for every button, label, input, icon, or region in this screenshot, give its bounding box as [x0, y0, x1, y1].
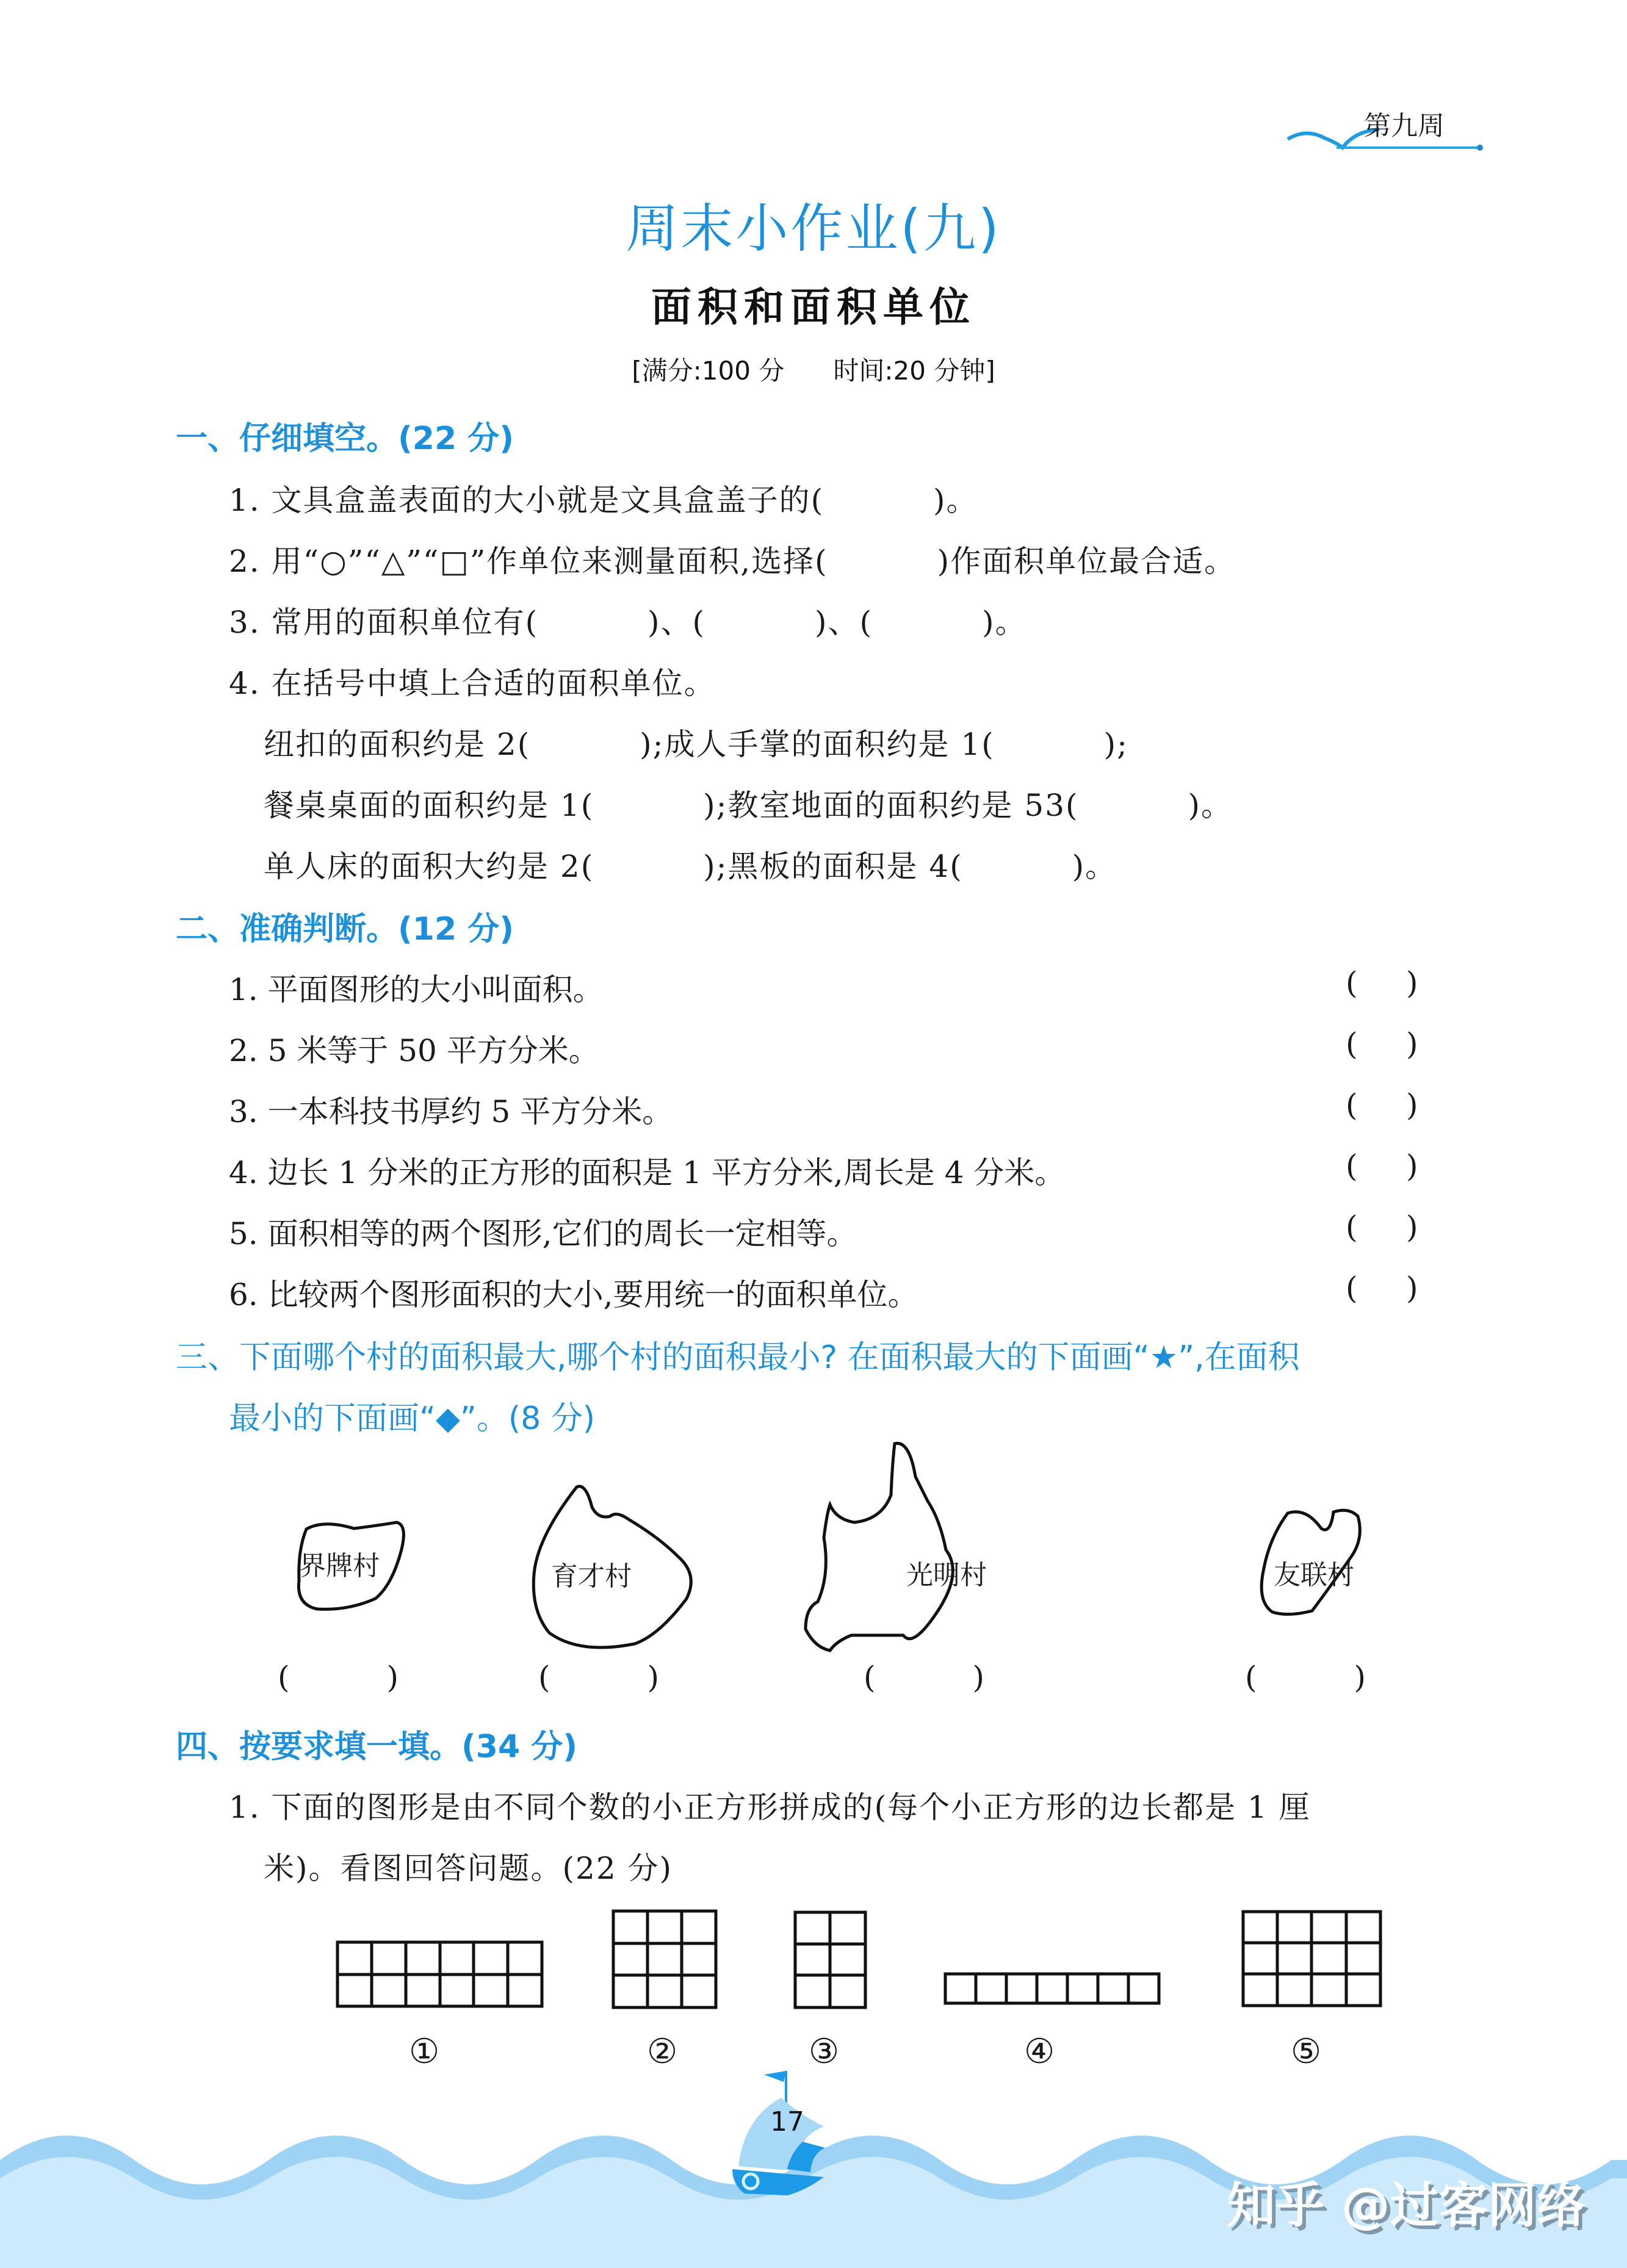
s1-question-4: 4. 在括号中填上合适的面积单位。 — [229, 666, 716, 701]
s1-q4-line-3: 单人床的面积大约是 2( );黑板的面积是 4( )。 — [264, 849, 1117, 884]
s2-answer-blank-1[interactable]: ( ) — [1346, 965, 1418, 1001]
village-label-yucai: 育才村 — [551, 1561, 632, 1592]
s1-question-3: 3. 常用的面积单位有( )、( )、( )。 — [229, 605, 1027, 640]
figure-label-2: ② — [647, 2032, 678, 2072]
s2-item-6: 6. 比较两个图形面积的大小,要用统一的面积单位。 — [229, 1277, 918, 1312]
s2-item-4: 4. 边长 1 分米的正方形的面积是 1 平方分米,周长是 4 分米。 — [229, 1155, 1066, 1190]
village-answer-blank-1[interactable]: ( ) — [278, 1660, 399, 1695]
page-subtitle: 面积和面积单位 — [651, 284, 976, 331]
s1-q4-line-2: 餐桌桌面的面积约是 1( );教室地面的面积约是 53( )。 — [264, 788, 1233, 823]
s2-item-5: 5. 面积相等的两个图形,它们的周长一定相等。 — [229, 1216, 857, 1251]
s1-question-1: 1. 文具盒盖表面的大小就是文具盒盖子的( )。 — [229, 483, 978, 518]
figure-label-4: ④ — [1024, 2032, 1055, 2072]
sailboat-icon — [720, 2068, 854, 2209]
village-answer-blank-4[interactable]: ( ) — [1245, 1660, 1366, 1695]
s2-answer-blank-2[interactable]: ( ) — [1346, 1026, 1418, 1062]
village-label-jiepai: 界牌村 — [299, 1550, 380, 1582]
figure-label-1: ① — [409, 2032, 440, 2072]
section3-heading-line2: 最小的下面画“◆”。(8 分) — [229, 1400, 596, 1437]
s4-question-1-line2: 米)。看图回答问题。(22 分) — [264, 1851, 673, 1886]
s2-item-3: 3. 一本科技书厚约 5 平方分米。 — [229, 1094, 673, 1129]
s2-item-2: 2. 5 米等于 50 平方分米。 — [229, 1033, 599, 1068]
section4-heading: 四、按要求填一填。(34 分) — [176, 1729, 577, 1765]
village-answer-blank-3[interactable]: ( ) — [864, 1660, 984, 1695]
section2-heading: 二、准确判断。(12 分) — [176, 911, 514, 948]
s1-q4-line-1: 纽扣的面积约是 2( );成人手掌的面积约是 1( ); — [264, 727, 1128, 762]
watermark: 知乎 @过客网络 — [1227, 2177, 1586, 2234]
s2-answer-blank-3[interactable]: ( ) — [1346, 1087, 1418, 1123]
s4-question-1-line1: 1. 下面的图形是由不同个数的小正方形拼成的(每个小正方形的边长都是 1 厘 — [229, 1790, 1311, 1825]
s2-item-1: 1. 平面图形的大小叫面积。 — [229, 972, 604, 1007]
page-title: 周末小作业(九) — [626, 198, 1001, 259]
village-label-youlian: 友联村 — [1274, 1560, 1354, 1591]
s2-answer-blank-5[interactable]: ( ) — [1346, 1209, 1418, 1245]
figure-label-3: ③ — [809, 2032, 840, 2072]
score-time-info: [满分:100 分 时间:20 分钟] — [632, 356, 995, 386]
village-label-guangming: 光明村 — [906, 1560, 987, 1591]
s1-question-2: 2. 用“○”“△”“□”作单位来测量面积,选择( )作面积单位最合适。 — [229, 544, 1236, 579]
section1-heading: 一、仔细填空。(22 分) — [176, 420, 514, 457]
page-number: 17 — [770, 2106, 804, 2137]
week-label: 第九周 — [1364, 110, 1445, 142]
figure-label-5: ⑤ — [1291, 2032, 1322, 2072]
section3-heading-line1: 三、下面哪个村的面积最大,哪个村的面积最小? 在面积最大的下面画“★”,在面积 — [176, 1339, 1300, 1376]
s2-answer-blank-6[interactable]: ( ) — [1346, 1270, 1418, 1306]
s2-answer-blank-4[interactable]: ( ) — [1346, 1148, 1418, 1184]
village-answer-blank-2[interactable]: ( ) — [538, 1660, 659, 1695]
